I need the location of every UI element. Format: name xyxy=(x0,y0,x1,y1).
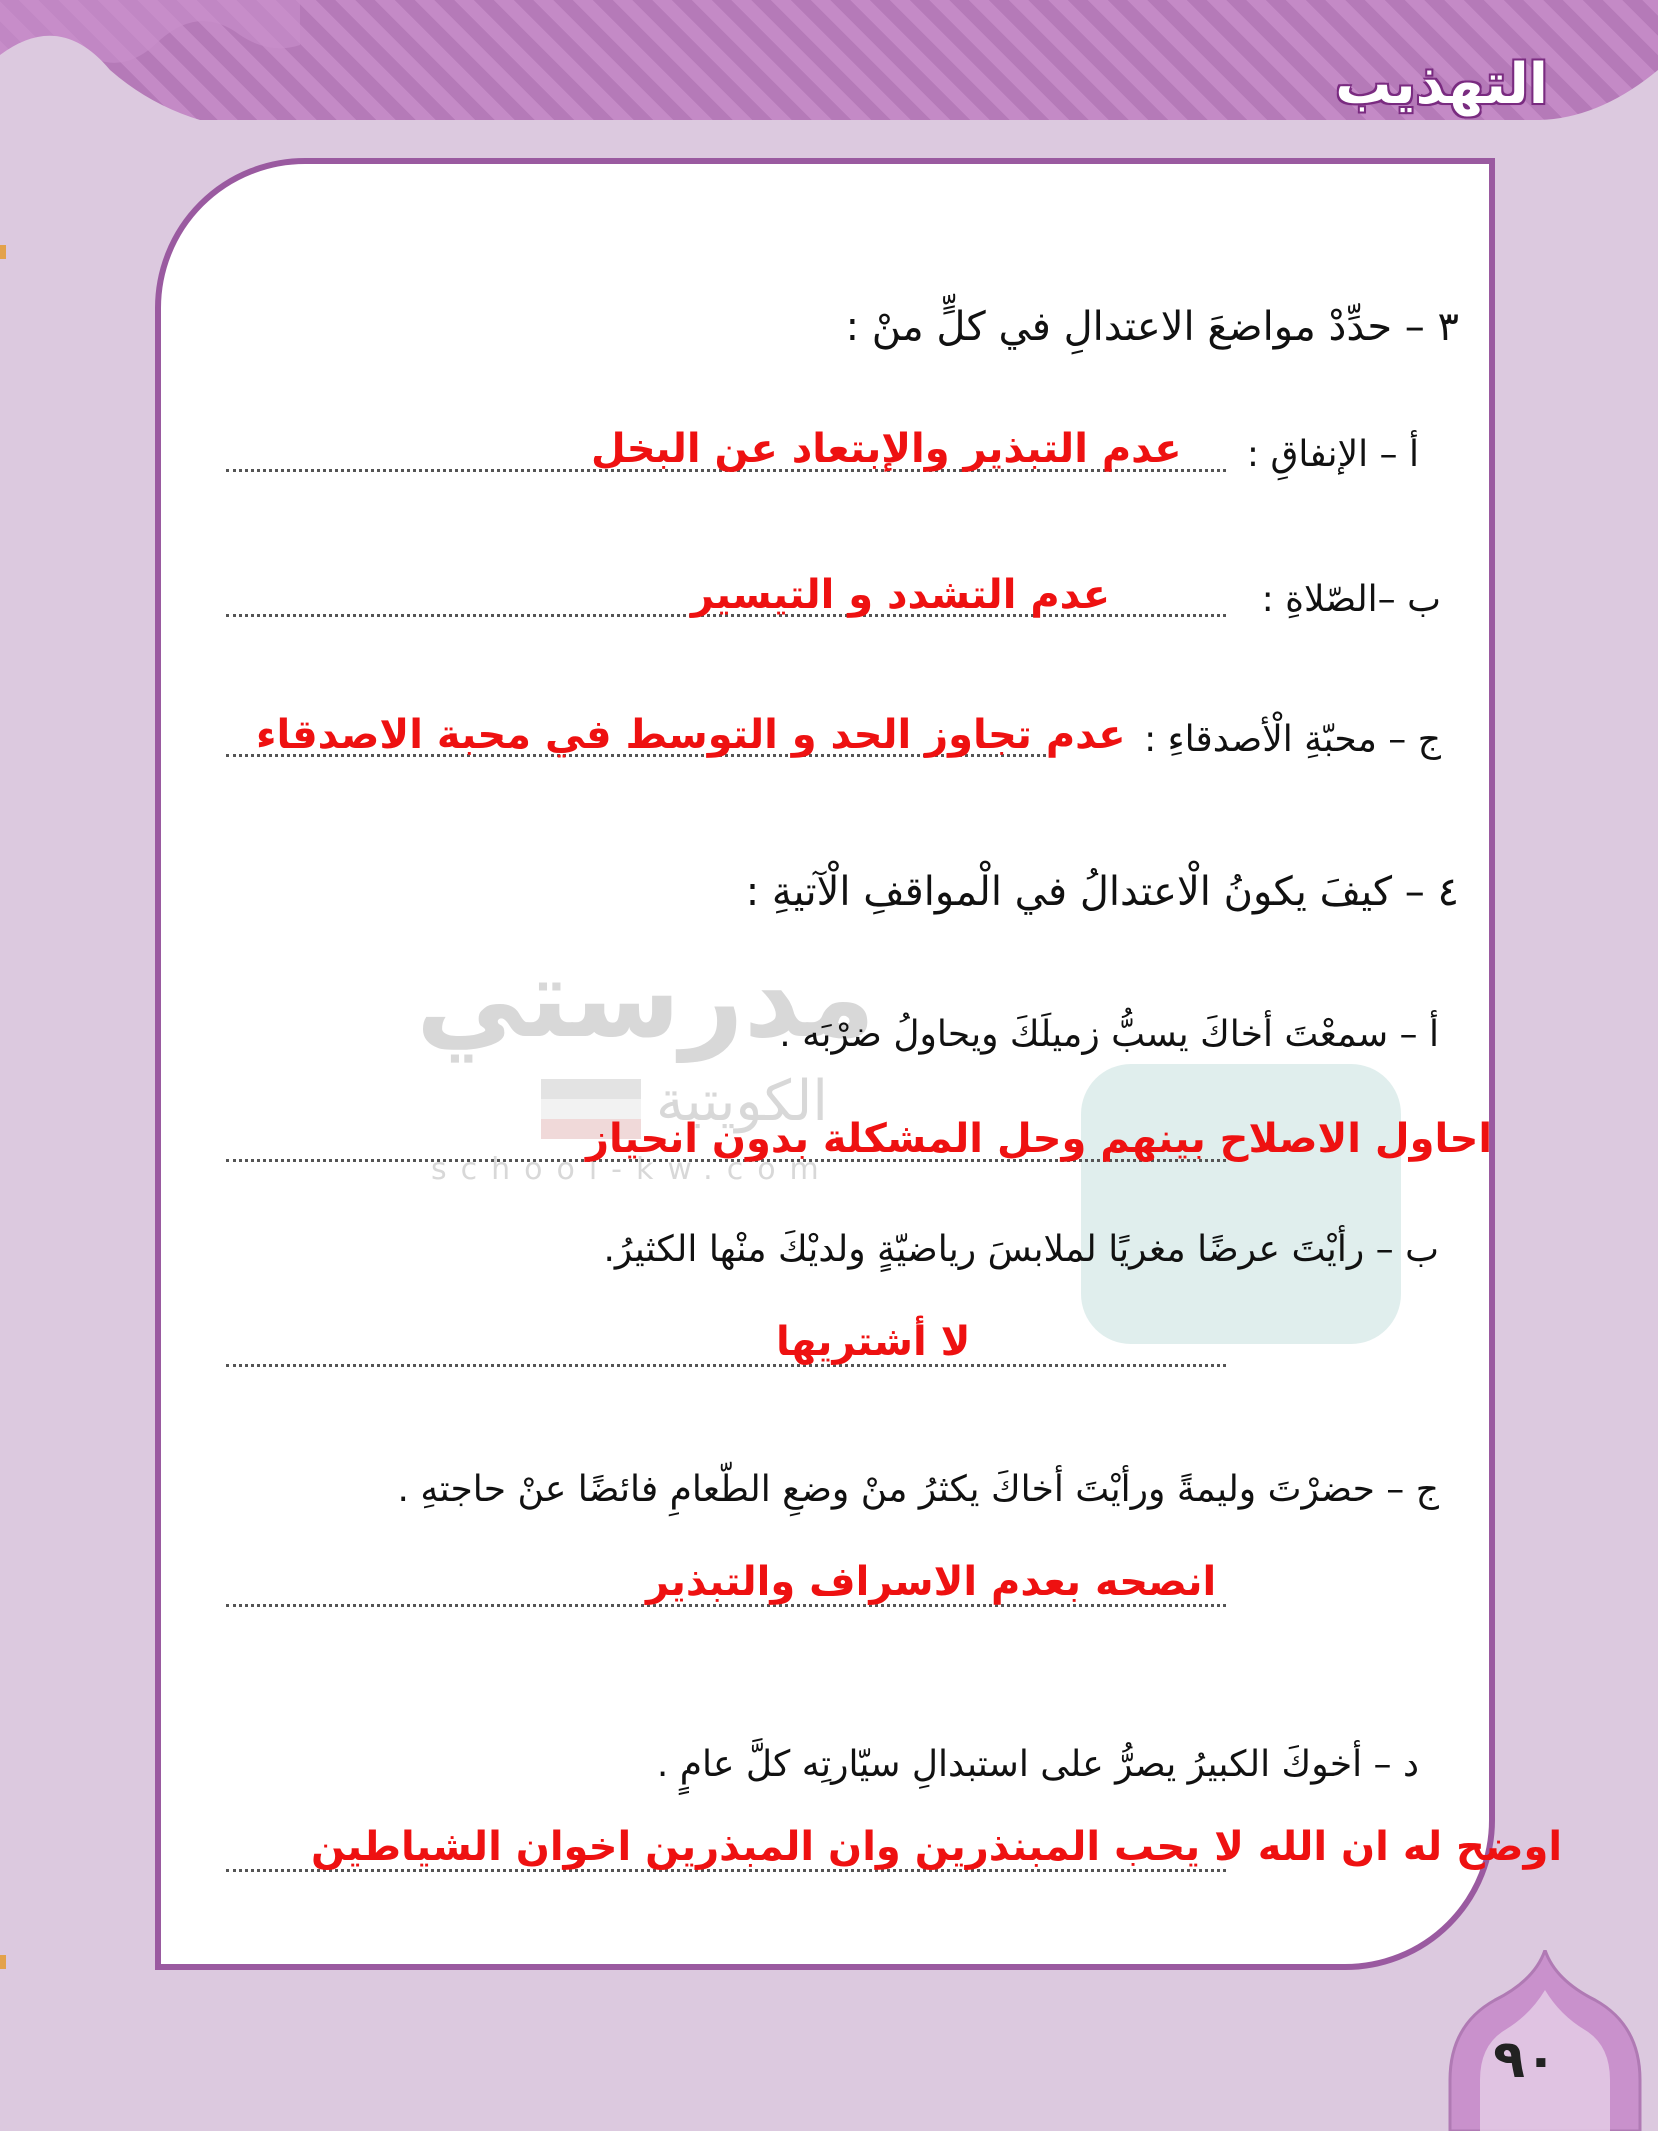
question-4-prompt: ٤ – كيفَ يكونُ الْاعتدالُ في الْمواقفِ الْآتيةِ : xyxy=(745,869,1459,915)
q4-item-a-label: أ – سمعْتَ أخاكَ يسبُّ زميلَكَ ويحاولُ ضرْبَه . xyxy=(779,1014,1439,1055)
q3-item-b-answer: عدم التشدد و التيسير xyxy=(691,572,1111,618)
q3-item-a-label: أ – الإنفاقِ : xyxy=(1246,434,1419,475)
watermark-sub: الكويتية xyxy=(656,1069,828,1134)
q3-item-b-label: ب –الصّلاةِ : xyxy=(1261,579,1441,620)
watermark-logo-block xyxy=(1081,1064,1401,1344)
page-header xyxy=(0,0,1658,120)
page-title: التهذيب xyxy=(1335,52,1548,117)
q4-item-d-answer: اوضح له ان الله لا يحب المبنذرين وان المبذرين اخوان الشياطين xyxy=(311,1824,1563,1870)
edge-marker xyxy=(0,245,6,259)
worksheet-card xyxy=(155,158,1563,1970)
q4-item-d-label: د – أخوكَ الكبيرُ يصرُّ على استبدالِ سيّارتِه كلَّ عامٍ . xyxy=(656,1744,1419,1785)
q3-item-c-answer: عدم تجاوز الحد و التوسط في محبة الاصدقاء xyxy=(256,712,1126,758)
q4-item-c-answer: انصحه بعدم الاسراف والتبذير xyxy=(646,1559,1217,1605)
question-3-prompt: ٣ – حدِّدْ مواضعَ الاعتدالِ في كلٍّ منْ : xyxy=(845,304,1459,350)
q4-item-a-answer: احاول الاصلاح بينهم وحل المشكلة بدون انحياز xyxy=(586,1116,1493,1162)
answer-line xyxy=(226,1364,1226,1367)
q4-item-c-label: ج – حضرْتَ وليمةً ورأيْتَ أخاكَ يكثرُ منْ وضعِ الطّعامِ فائضًا عنْ حاجتهِ . xyxy=(397,1469,1439,1510)
page-number: ٩٠ xyxy=(1493,2030,1557,2090)
watermark-main: مدرستي xyxy=(416,934,876,1062)
q4-item-b-label: ب – رأيْتَ عرضًا مغريًا لملابسَ رياضيّةٍ ولديْكَ منْها الكثيرُ. xyxy=(603,1229,1439,1270)
q3-item-c-label: ج – محبّةِ الْأصدقاءِ : xyxy=(1144,719,1441,760)
watermark-url: school-kw.com xyxy=(431,1152,833,1187)
q4-item-b-answer: لا أشتريها xyxy=(776,1319,971,1365)
edge-marker xyxy=(0,1955,6,1969)
q3-item-a-answer: عدم التبذير والإبتعاد عن البخل xyxy=(591,426,1182,472)
